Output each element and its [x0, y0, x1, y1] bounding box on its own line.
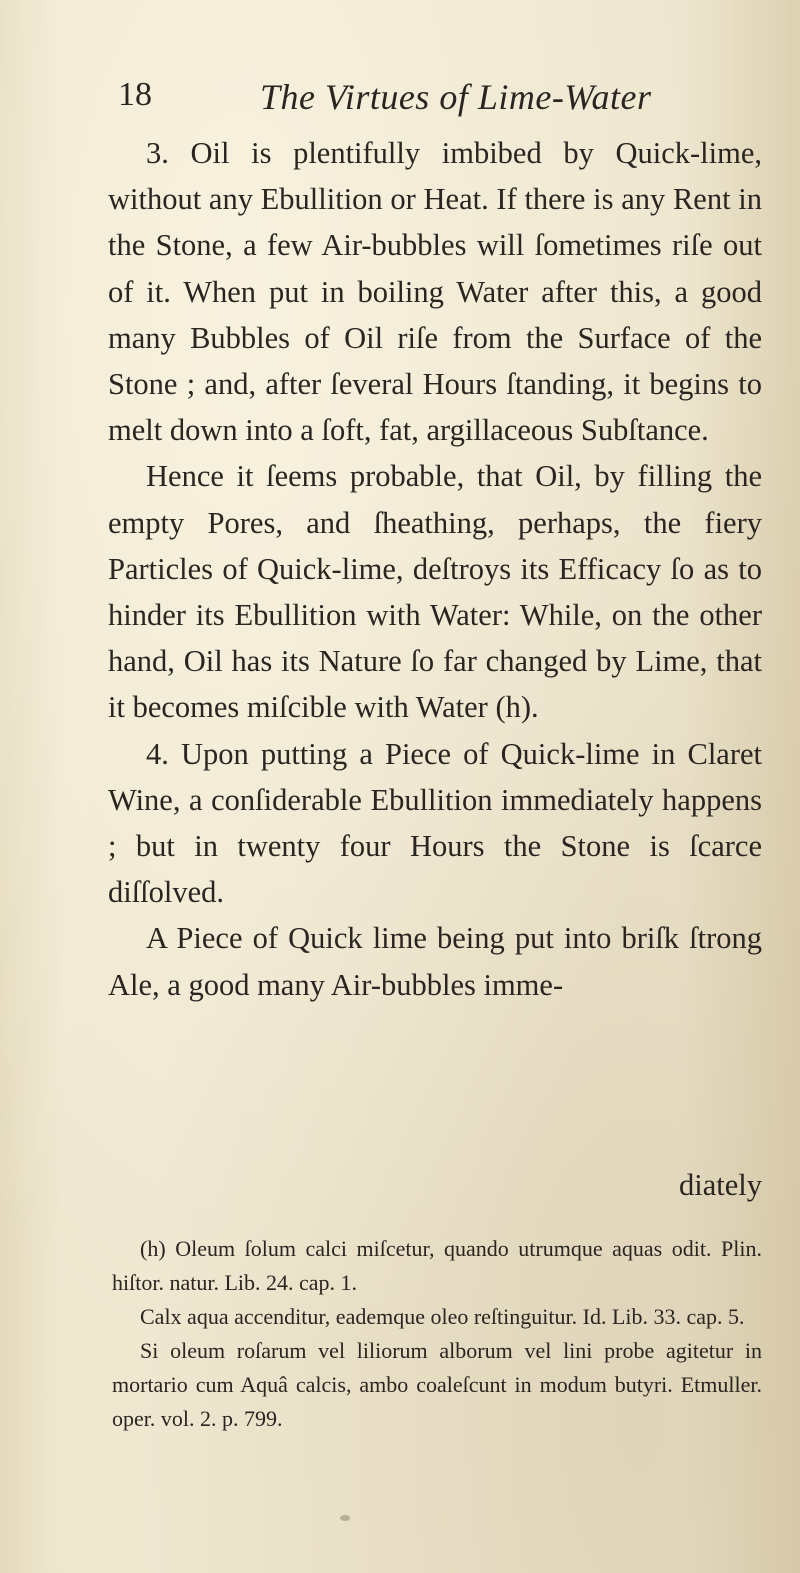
main-text	[108, 130, 762, 1008]
running-title: The Virtues of Lime-Water	[260, 77, 652, 117]
paragraph-3: 3. Oil is plentifully imbibed by Quick-lime, without any Ebullition or Heat. If there is any Rent in the Stone, a few Air-bubbles will ſometimes riſe out of it. When put in boiling Water after this, a good many Bubbles of Oil riſe from the Surface of the Stone ; and, after ſeveral Hours ſtanding, it begins to melt down into a ſoft, fat, argillaceous Subſtance.	[108, 136, 762, 448]
footnote-calx: Calx aqua accenditur, eademque oleo reſtinguitur. Id. Lib. 33. cap. 5.	[140, 1304, 745, 1329]
paragraph-4: 4. Upon putting a Piece of Quick-lime in Claret Wine, a conſiderable Ebullition immediately happens ; but in twenty four Hours the Stone is ſcarce diſſolved.	[108, 736, 762, 910]
page-number: 18	[118, 76, 152, 113]
paragraph-ale: A Piece of Quick lime being put into briſk ſtrong Ale, a good many Air-bubbles imme-	[108, 921, 762, 1002]
ink-smudge	[340, 1515, 350, 1521]
footnote-h: (h) Oleum ſolum calci miſcetur, quando utrumque aquas odit. Plin. hiſtor. natur. Lib. 24. cap. 1.	[112, 1236, 762, 1295]
footnotes	[112, 1232, 762, 1436]
catchword: diately	[679, 1168, 762, 1202]
page-header	[118, 76, 738, 126]
paragraph-hence: Hence it ſeems probable, that Oil, by filling the empty Pores, and ſheathing, perhaps, the fiery Particles of Quick-lime, deſtroys its Efficacy ſo as to hinder its Ebullition with Water: While, on the other hand, Oil has its Nature ſo far changed by Lime, that it becomes miſcible with Water (h).	[108, 459, 762, 725]
footnote-etmuller: Si oleum roſarum vel liliorum alborum vel lini probe agitetur in mortario cum Aquâ calcis, ambo coaleſcunt in modum butyri. Etmuller. oper. vol. 2. p. 799.	[112, 1338, 762, 1431]
